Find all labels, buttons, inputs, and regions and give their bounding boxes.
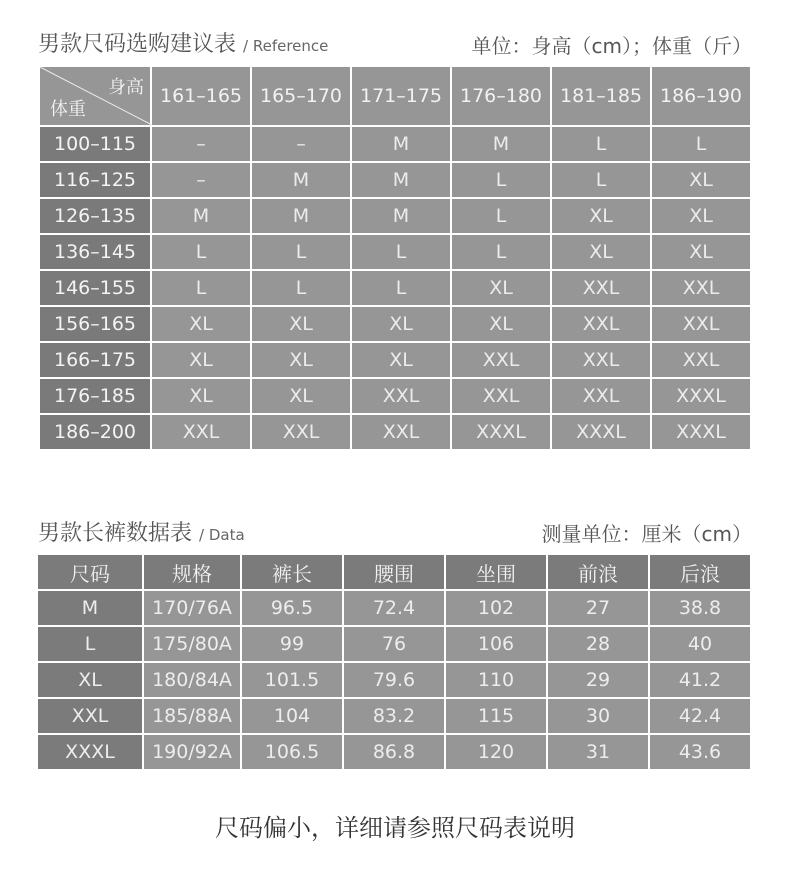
size-cell: M [352,163,450,197]
measurement-cell: 38.8 [650,591,750,625]
data-table-header: 规格 [144,555,240,589]
size-cell: M [152,199,250,233]
size-cell: L [352,235,450,269]
measurement-cell: 120 [446,735,546,769]
data-table-header: 前浪 [548,555,648,589]
size-table-row [40,127,750,161]
size-cell: – [152,127,250,161]
size-table-unit: 单位：身高（cm）；体重（斤） [471,34,752,58]
size-cell: – [152,163,250,197]
measurement-cell: 190/92A [144,735,240,769]
data-table-row [38,699,750,733]
size-table-title-en: / Reference [243,37,329,55]
size-cell: XXXL [452,415,550,449]
size-table-title [38,27,328,58]
pants-data-table [36,553,752,771]
weight-range-cell: 100–115 [40,127,150,161]
weight-range-cell: 176–185 [40,379,150,413]
size-cell: XL [552,235,650,269]
height-range-header: 181–185 [552,67,650,125]
size-cell: XL [652,163,750,197]
size-cell: M [252,199,350,233]
size-cell: XXL [552,379,650,413]
measurement-cell: 42.4 [650,699,750,733]
size-cell: L [652,127,750,161]
data-table-row [38,735,750,769]
size-table-header-row [40,67,750,125]
size-table-row [40,199,750,233]
measurement-cell: 72.4 [344,591,444,625]
size-cell: XL [252,379,350,413]
data-table-unit: 测量单位：厘米（cm） [541,522,752,546]
data-table-header-row [38,555,750,589]
height-range-header: 161–165 [152,67,250,125]
weight-range-cell: 116–125 [40,163,150,197]
size-table-row [40,415,750,449]
size-cell: M [252,163,350,197]
measurement-cell: 106.5 [242,735,342,769]
weight-range-cell: 186–200 [40,415,150,449]
weight-range-cell: 156–165 [40,307,150,341]
measurement-cell: 30 [548,699,648,733]
size-table-corner-cell [40,67,150,125]
size-cell: M [352,127,450,161]
measurement-cell: 185/88A [144,699,240,733]
size-table-row [40,307,750,341]
measurement-cell: 102 [446,591,546,625]
size-cell: XXL [252,415,350,449]
weight-range-cell: 146–155 [40,271,150,305]
data-table-row [38,627,750,661]
weight-range-cell: 166–175 [40,343,150,377]
data-table-row [38,663,750,697]
size-table-row [40,163,750,197]
size-cell: XL [452,307,550,341]
size-recommendation-table [38,65,752,451]
size-cell: XXL [552,271,650,305]
measurement-cell: 101.5 [242,663,342,697]
measurement-cell: 76 [344,627,444,661]
size-cell: L [452,235,550,269]
size-note: 尺码偏小，详细请参照尺码表说明 [215,814,575,842]
measurement-cell: 96.5 [242,591,342,625]
size-cell: XXL [652,307,750,341]
size-cell: M [452,127,550,161]
weight-range-cell: 126–135 [40,199,150,233]
size-label-cell: L [38,627,142,661]
size-cell: XXXL [652,379,750,413]
data-table-header: 腰围 [344,555,444,589]
measurement-cell: 106 [446,627,546,661]
height-range-header: 186–190 [652,67,750,125]
size-cell: XL [152,307,250,341]
size-cell: XL [652,199,750,233]
data-table-title-cn: 男款长裤数据表 [38,521,193,546]
size-cell: L [352,271,450,305]
size-cell: XXXL [552,415,650,449]
size-table-row [40,271,750,305]
weight-range-cell: 136–145 [40,235,150,269]
measurement-cell: 175/80A [144,627,240,661]
size-cell: L [152,235,250,269]
size-cell: XXL [552,343,650,377]
data-table-header: 尺码 [38,555,142,589]
size-table-row [40,343,750,377]
measurement-cell: 31 [548,735,648,769]
height-range-header: 171–175 [352,67,450,125]
size-label-cell: XXXL [38,735,142,769]
measurement-cell: 86.8 [344,735,444,769]
measurement-cell: 110 [446,663,546,697]
size-cell: XL [452,271,550,305]
size-cell: XXL [652,271,750,305]
size-cell: L [252,235,350,269]
size-label-cell: XXL [38,699,142,733]
measurement-cell: 40 [650,627,750,661]
size-cell: L [152,271,250,305]
size-cell: XXL [152,415,250,449]
size-cell: M [352,199,450,233]
size-label-cell: XL [38,663,142,697]
size-cell: L [552,127,650,161]
measurement-cell: 41.2 [650,663,750,697]
measurement-cell: 104 [242,699,342,733]
measurement-cell: 83.2 [344,699,444,733]
size-cell: XXL [452,343,550,377]
measurement-cell: 115 [446,699,546,733]
size-cell: XXL [352,379,450,413]
size-cell: XL [152,343,250,377]
size-table-row [40,235,750,269]
size-label-cell: M [38,591,142,625]
size-cell: XXL [352,415,450,449]
size-table-row [40,379,750,413]
size-cell: XXL [652,343,750,377]
data-table-title-en: / Data [199,526,245,544]
height-range-header: 176–180 [452,67,550,125]
measurement-cell: 27 [548,591,648,625]
data-table-title [38,516,245,547]
measurement-cell: 170/76A [144,591,240,625]
corner-label-weight: 体重 [50,99,86,120]
size-cell: XL [352,343,450,377]
size-cell: XL [152,379,250,413]
size-table-title-cn: 男款尺码选购建议表 [38,32,237,57]
size-cell: XL [252,343,350,377]
data-table-header: 后浪 [650,555,750,589]
size-cell: XL [652,235,750,269]
measurement-cell: 180/84A [144,663,240,697]
measurement-cell: 99 [242,627,342,661]
data-table-header: 坐围 [446,555,546,589]
measurement-cell: 28 [548,627,648,661]
size-cell: XXL [552,307,650,341]
size-cell: – [252,127,350,161]
size-cell: XXL [452,379,550,413]
size-cell: XL [252,307,350,341]
measurement-cell: 79.6 [344,663,444,697]
measurement-cell: 43.6 [650,735,750,769]
height-range-header: 165–170 [252,67,350,125]
size-cell: L [252,271,350,305]
size-cell: XXXL [652,415,750,449]
size-cell: L [452,199,550,233]
measurement-cell: 29 [548,663,648,697]
size-cell: XL [552,199,650,233]
data-table-row [38,591,750,625]
size-cell: L [452,163,550,197]
size-cell: L [552,163,650,197]
data-table-header: 裤长 [242,555,342,589]
corner-label-height: 身高 [108,77,144,98]
size-cell: XL [352,307,450,341]
